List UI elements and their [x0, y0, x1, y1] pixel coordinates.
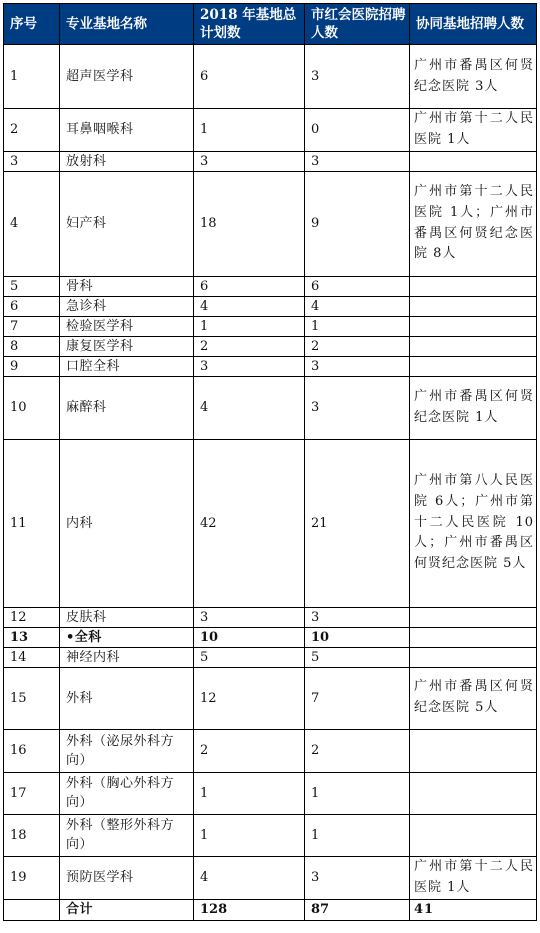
row-total-plan: 1 [194, 772, 305, 814]
row-hospital-recruit: 1 [305, 772, 410, 814]
header-row [4, 4, 537, 45]
row-hospital-recruit: 3 [305, 45, 410, 109]
row-hospital-recruit: 1 [305, 814, 410, 856]
row-cooperative-recruit: 广州市番禺区何贤纪念医院 1人 [410, 376, 537, 439]
row-serial: 11 [4, 439, 60, 607]
row-serial [4, 899, 60, 921]
row-hospital-recruit: 21 [305, 439, 410, 607]
header-serial: 序号 [4, 4, 60, 45]
table-row [4, 109, 537, 152]
row-hospital-recruit: 3 [305, 856, 410, 899]
row-hospital-recruit: 3 [305, 356, 410, 376]
row-cooperative-recruit [410, 276, 537, 296]
row-hospital-recruit: 2 [305, 336, 410, 356]
row-total-plan: 42 [194, 439, 305, 607]
row-base-name: 神经内科 [60, 647, 194, 667]
header-cooperative-recruit: 协同基地招聘人数 [410, 4, 537, 45]
row-hospital-recruit: 3 [305, 376, 410, 439]
row-cooperative-recruit [410, 772, 537, 814]
table-row [4, 276, 537, 296]
table-row [4, 729, 537, 772]
row-total-plan: 2 [194, 336, 305, 356]
row-hospital-recruit: 9 [305, 171, 410, 276]
row-base-name: 放射科 [60, 151, 194, 171]
row-serial: 4 [4, 171, 60, 276]
row-hospital-recruit: 3 [305, 151, 410, 171]
row-total-plan: 1 [194, 814, 305, 856]
row-serial: 2 [4, 109, 60, 152]
row-base-name: 皮肤科 [60, 607, 194, 627]
header-total-plan: 2018 年基地总计划数 [194, 4, 305, 45]
row-hospital-recruit: 7 [305, 667, 410, 729]
row-cooperative-recruit [410, 647, 537, 667]
row-hospital-recruit: 4 [305, 296, 410, 316]
row-serial: 3 [4, 151, 60, 171]
row-cooperative-recruit: 广州市第十二人民医院 1人 [410, 109, 537, 152]
row-cooperative-recruit: 广州市第十二人民医院 1人；广州市番禺区何贤纪念医院 8人 [410, 171, 537, 276]
row-cooperative-recruit [410, 607, 537, 627]
row-cooperative-recruit [410, 316, 537, 336]
row-serial: 10 [4, 376, 60, 439]
row-hospital-recruit: 6 [305, 276, 410, 296]
row-total-plan: 3 [194, 151, 305, 171]
row-total-plan: 3 [194, 356, 305, 376]
row-cooperative-recruit: 41 [410, 899, 537, 921]
row-base-name: 妇产科 [60, 171, 194, 276]
row-serial: 15 [4, 667, 60, 729]
row-hospital-recruit: 10 [305, 627, 410, 647]
row-serial: 1 [4, 45, 60, 109]
row-cooperative-recruit [410, 729, 537, 772]
recruitment-table [3, 3, 537, 921]
row-total-plan: 4 [194, 376, 305, 439]
row-base-name: 合计 [60, 899, 194, 921]
row-base-name: 超声医学科 [60, 45, 194, 109]
row-serial: 16 [4, 729, 60, 772]
row-cooperative-recruit [410, 336, 537, 356]
row-serial: 19 [4, 856, 60, 899]
row-serial: 7 [4, 316, 60, 336]
table-row [4, 856, 537, 899]
table-row [4, 439, 537, 607]
row-serial: 17 [4, 772, 60, 814]
row-serial: 5 [4, 276, 60, 296]
table-row [4, 356, 537, 376]
row-base-name: 口腔全科 [60, 356, 194, 376]
row-hospital-recruit: 2 [305, 729, 410, 772]
row-total-plan: 10 [194, 627, 305, 647]
row-cooperative-recruit [410, 627, 537, 647]
table-row [4, 627, 537, 647]
row-base-name: 康复医学科 [60, 336, 194, 356]
row-hospital-recruit: 87 [305, 899, 410, 921]
row-base-name: 外科（整形外科方向） [60, 814, 194, 856]
row-base-name: 外科 [60, 667, 194, 729]
row-serial: 9 [4, 356, 60, 376]
row-total-plan: 128 [194, 899, 305, 921]
row-hospital-recruit: 3 [305, 607, 410, 627]
row-total-plan: 1 [194, 109, 305, 152]
row-cooperative-recruit [410, 151, 537, 171]
row-serial: 13 [4, 627, 60, 647]
row-base-name: 耳鼻咽喉科 [60, 109, 194, 152]
row-cooperative-recruit: 广州市第八人民医院 6人；广州市第十二人民医院 10人；广州市番禺区何贤纪念医院 5人 [410, 439, 537, 607]
table-row [4, 607, 537, 627]
row-total-plan: 12 [194, 667, 305, 729]
row-base-name: •全科 [60, 627, 194, 647]
row-base-name: 内科 [60, 439, 194, 607]
row-cooperative-recruit [410, 814, 537, 856]
row-cooperative-recruit [410, 356, 537, 376]
table-row [4, 667, 537, 729]
table-row [4, 296, 537, 316]
table-row [4, 316, 537, 336]
row-cooperative-recruit: 广州市番禺区何贤纪念医院 3人 [410, 45, 537, 109]
row-hospital-recruit: 0 [305, 109, 410, 152]
table-row [4, 376, 537, 439]
row-total-plan: 6 [194, 276, 305, 296]
row-base-name: 检验医学科 [60, 316, 194, 336]
row-serial: 8 [4, 336, 60, 356]
row-total-plan: 4 [194, 856, 305, 899]
row-base-name: 骨科 [60, 276, 194, 296]
row-serial: 18 [4, 814, 60, 856]
row-total-plan: 1 [194, 316, 305, 336]
row-base-name: 外科（泌尿外科方向） [60, 729, 194, 772]
table-row [4, 647, 537, 667]
row-cooperative-recruit: 广州市番禺区何贤纪念医院 5人 [410, 667, 537, 729]
header-hospital-recruit: 市红会医院招聘人数 [305, 4, 410, 45]
row-serial: 6 [4, 296, 60, 316]
table-row [4, 171, 537, 276]
row-base-name: 外科（胸心外科方向） [60, 772, 194, 814]
row-cooperative-recruit [410, 296, 537, 316]
row-base-name: 麻醉科 [60, 376, 194, 439]
row-total-plan: 3 [194, 607, 305, 627]
row-hospital-recruit: 5 [305, 647, 410, 667]
table-row [4, 336, 537, 356]
header-base-name: 专业基地名称 [60, 4, 194, 45]
row-hospital-recruit: 1 [305, 316, 410, 336]
row-total-plan: 18 [194, 171, 305, 276]
row-serial: 14 [4, 647, 60, 667]
table-row [4, 814, 537, 856]
table-row [4, 151, 537, 171]
row-base-name: 预防医学科 [60, 856, 194, 899]
table-row [4, 772, 537, 814]
row-total-plan: 6 [194, 45, 305, 109]
total-row [4, 899, 537, 921]
table-row [4, 45, 537, 109]
row-cooperative-recruit: 广州市第十二人民医院 1人 [410, 856, 537, 899]
row-total-plan: 5 [194, 647, 305, 667]
row-total-plan: 2 [194, 729, 305, 772]
row-base-name: 急诊科 [60, 296, 194, 316]
row-total-plan: 4 [194, 296, 305, 316]
row-serial: 12 [4, 607, 60, 627]
